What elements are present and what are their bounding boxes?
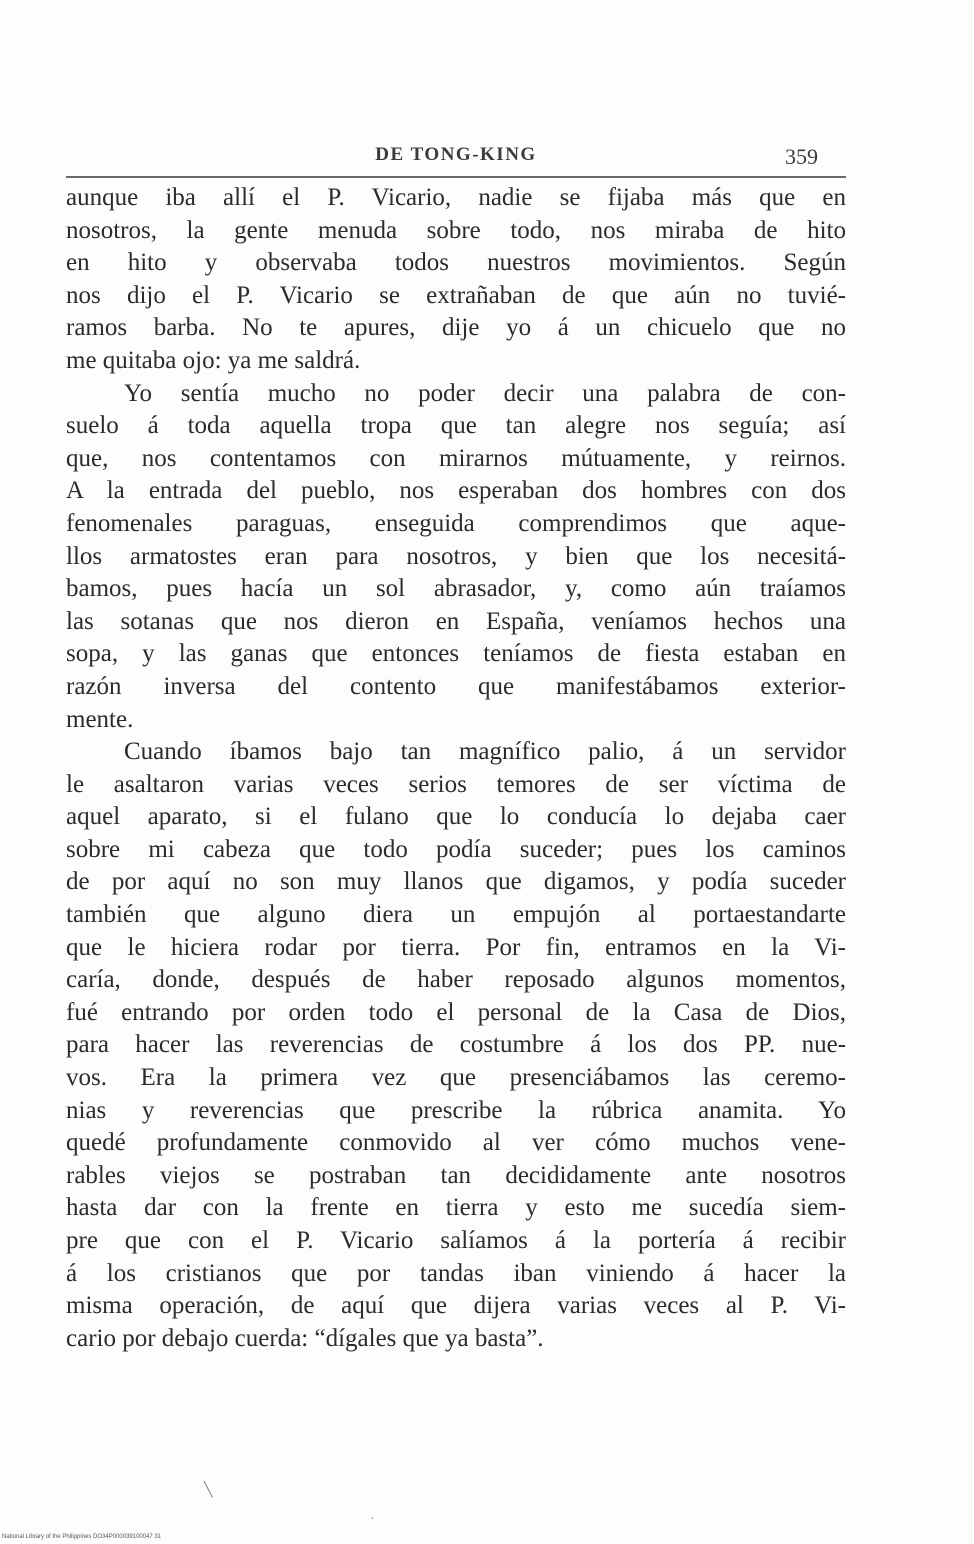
text-line: bamos, pues hacía un sol abrasador, y, como aún traíamos (66, 575, 846, 603)
body-text (66, 182, 846, 1355)
text-line: en hito y observaba todos nuestros movimientos. Según (66, 249, 846, 277)
text-line: llos armatostes eran para nosotros, y bien que los necesitá- (66, 542, 846, 570)
text-line: de por aquí no son muy llanos que digamos, y podía suceder (66, 868, 846, 896)
text-line: nosotros, la gente menuda sobre todo, nos miraba de hito (66, 216, 846, 244)
text-line: misma operación, de aquí que dijera varias veces al P. Vi- (66, 1292, 846, 1320)
scan-speck-mark: ╲ (204, 1483, 213, 1498)
text-line: ramos barba. No te apures, dije yo á un chicuelo que no (66, 314, 846, 342)
text-line: hasta dar con la frente en tierra y esto me sucedía siem- (66, 1194, 846, 1222)
text-line: quedé profundamente conmovido al ver cómo muchos vene- (66, 1129, 846, 1157)
text-line: cario por debajo cuerda: “dígales que ya basta”. (66, 1324, 544, 1352)
text-line: le asaltaron varias veces serios temores de ser víctima de (66, 770, 846, 798)
text-line: que le hiciera rodar por tierra. Por fin, entramos en la Vi- (66, 933, 846, 961)
text-line: caría, donde, después de haber reposado algunos momentos, (66, 966, 846, 994)
text-line: sopa, y las ganas que entonces teníamos de fiesta estaban en (66, 640, 846, 668)
text-line: suelo á toda aquella tropa que tan alegre nos seguía; así (66, 412, 846, 440)
running-header (66, 142, 846, 178)
text-line: que, nos contentamos con mirarnos mútuamente, y reirnos. (66, 444, 846, 472)
text-line: nos dijo el P. Vicario se extrañaban de que aún no tuvié- (66, 281, 846, 309)
text-line: las sotanas que nos dieron en España, veníamos hechos una (66, 607, 846, 635)
running-title: DE TONG-KING (375, 144, 537, 165)
text-line: fenomenales paraguas, enseguida comprendimos que aque- (66, 509, 846, 537)
text-line: razón inversa del contento que manifestábamos exterior- (66, 672, 846, 700)
text-line: sobre mi cabeza que todo podía suceder; pues los caminos (66, 835, 846, 863)
paragraph-start-line: Yo sentía mucho no poder decir una palabra de con- (124, 379, 846, 407)
scan-speck-mark: · (370, 1512, 375, 1527)
text-line: aquel aparato, si el fulano que lo conducía lo dejaba caer (66, 803, 846, 831)
text-line: pre que con el P. Vicario salíamos á la portería á recibir (66, 1227, 846, 1254)
text-line: para hacer las reverencias de costumbre á los dos PP. nue- (66, 1031, 846, 1059)
text-line: aunque iba allí el P. Vicario, nadie se fijaba más que en (66, 184, 846, 211)
digitization-credit: National Library of the Philippines DO34P000039100047 31 (2, 1534, 162, 1540)
text-line: vos. Era la primera vez que presenciábamos las ceremo- (66, 1064, 846, 1092)
text-line: nias y reverencias que prescribe la rúbrica anamita. Yo (66, 1096, 846, 1124)
text-line: rables viejos se postraban tan decididamente ante nosotros (66, 1161, 846, 1189)
text-line: me quitaba ojo: ya me saldrá. (66, 346, 361, 374)
text-line: A la entrada del pueblo, nos esperaban dos hombres con dos (66, 477, 846, 505)
paragraph-start-line: Cuando íbamos bajo tan magnífico palio, á un servidor (124, 738, 846, 766)
text-line: fué entrando por orden todo el personal de la Casa de Dios, (66, 998, 846, 1026)
text-line: á los cristianos que por tandas iban viniendo á hacer la (66, 1259, 846, 1287)
text-line: mente. (66, 705, 134, 733)
page-number: 359 (785, 144, 818, 169)
text-line: también que alguno diera un empujón al portaestandarte (66, 901, 846, 929)
